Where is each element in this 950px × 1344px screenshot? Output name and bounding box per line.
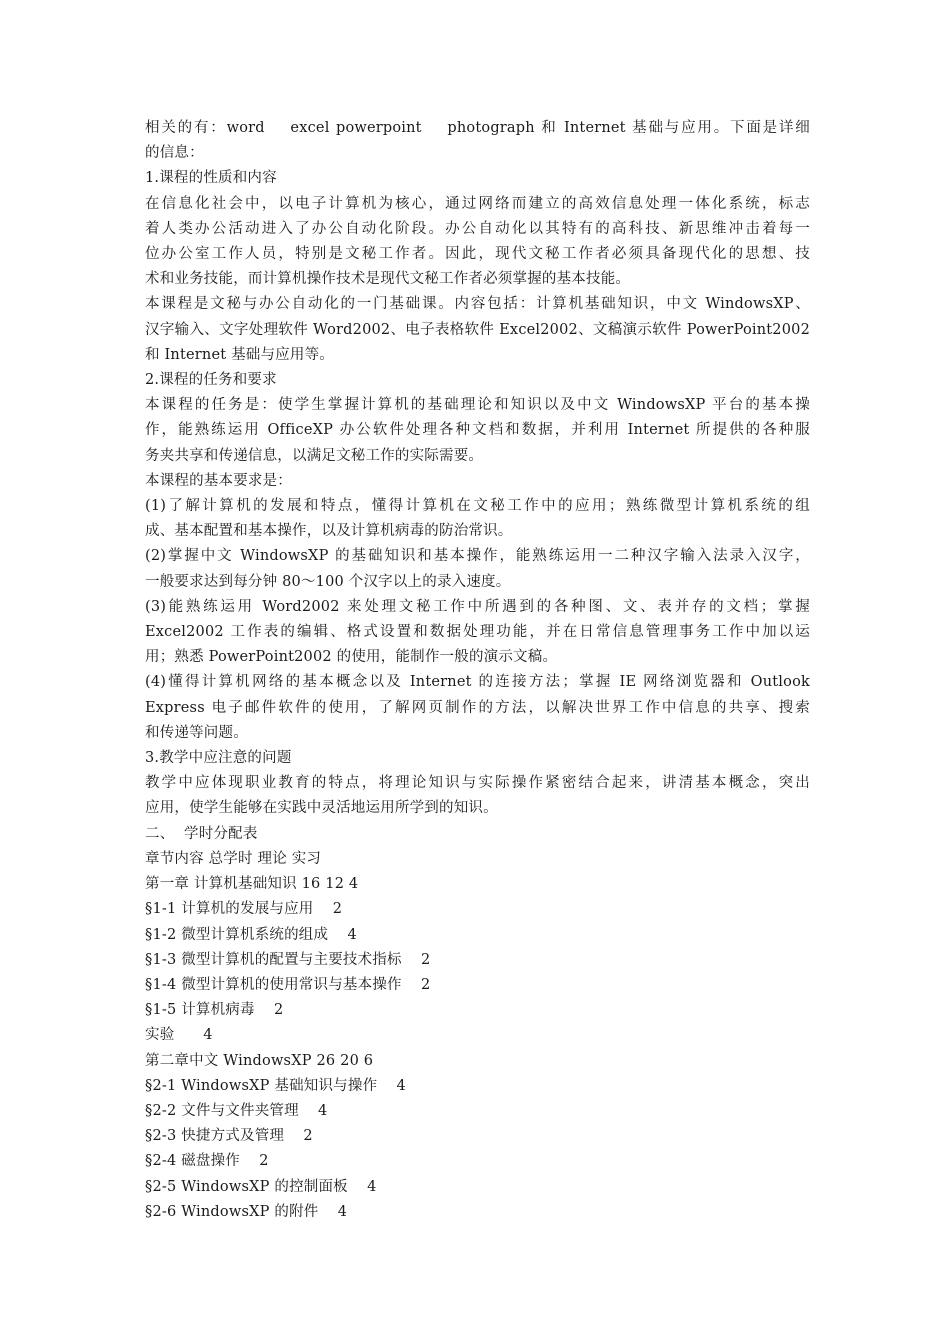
text-line: 成、基本配置和基本操作，以及计算机病毒的防治常识。 (145, 523, 513, 540)
text-line: §2-4 磁盘操作 2 (145, 1153, 269, 1170)
text-line: 的信息： (145, 145, 204, 162)
text-line: 术和业务技能，而计算机操作技术是现代文秘工作者必须掌握的基本技能。 (145, 271, 631, 288)
text-line: 一般要求达到每分钟 80～100 个汉字以上的录入速度。 (145, 573, 511, 590)
text-line: 在信息化社会中，以电子计算机为核心，通过网络而建立的高效信息处理一体化系统，标志 (145, 195, 810, 212)
text-line: 第一章 计算机基础知识 16 12 4 (145, 876, 359, 893)
text-line: 和传递等问题。 (145, 724, 248, 741)
text-line: 3.教学中应注意的问题 (145, 750, 292, 767)
text-line: Excel2002 工作表的编辑、格式设置和数据处理功能，并在日常信息管理事务工作中加以运 (145, 624, 810, 641)
text-line: 第二章中文 WindowsXP 26 20 6 (145, 1052, 374, 1069)
text-line: §1-3 微型计算机的配置与主要技术指标 2 (145, 951, 431, 968)
text-line: 本课程的基本要求是： (145, 472, 292, 489)
text-line: (2)掌握中文 WindowsXP 的基础知识和基本操作，能熟练运用一二种汉字输入法录入汉字， (145, 548, 810, 565)
text-line: 和 Internet 基础与应用等。 (145, 346, 334, 363)
text-line: 作，能熟练运用 OfficeXP 办公软件处理各种文档和数据，并利用 Internet 所提供的各种服 (145, 422, 810, 439)
text-line: 2.课程的任务和要求 (145, 372, 277, 389)
text-line: 汉字输入、文字处理软件 Word2002、电子表格软件 Excel2002、文稿演示软件 PowerPoint2002 (145, 321, 810, 338)
document-body (145, 116, 810, 1225)
text-line: 二、 学时分配表 (145, 825, 258, 842)
text-line: 务夹共享和传递信息，以满足文秘工作的实际需要。 (145, 447, 484, 464)
text-line: 实验 4 (145, 1027, 213, 1044)
text-line: 应用，使学生能够在实践中灵活地运用所学到的知识。 (145, 800, 498, 817)
text-line: 相关的有：word excel powerpoint photograph 和 Internet 基础与应用。下面是详细 (145, 120, 810, 136)
text-line: (1)了解计算机的发展和特点，懂得计算机在文秘工作中的应用；熟练微型计算机系统的组 (145, 498, 810, 515)
text-line: §2-2 文件与文件夹管理 4 (145, 1102, 328, 1119)
text-line: 章节内容 总学时 理论 实习 (145, 850, 322, 867)
text-line: 用；熟悉 PowerPoint2002 的使用，能制作一般的演示文稿。 (145, 649, 558, 666)
text-line: §2-3 快捷方式及管理 2 (145, 1128, 313, 1145)
text-line: §2-5 WindowsXP 的控制面板 4 (145, 1178, 377, 1195)
text-line: §1-1 计算机的发展与应用 2 (145, 901, 343, 918)
text-line: §2-6 WindowsXP 的附件 4 (145, 1203, 348, 1220)
text-line: 1.课程的性质和内容 (145, 170, 277, 187)
text-line: 位办公室工作人员，特别是文秘工作者。因此，现代文秘工作者必须具备现代化的思想、技 (145, 246, 810, 263)
text-line: §1-2 微型计算机系统的组成 4 (145, 926, 357, 943)
text-line: Express 电子邮件软件的使用，了解网页制作的方法，以解决世界工作中信息的共享、搜索 (145, 699, 810, 716)
text-line: 本课程是文秘与办公自动化的一门基础课。内容包括：计算机基础知识，中文 WindowsXP、 (145, 296, 810, 313)
text-line: 着人类办公活动进入了办公自动化阶段。办公自动化以其特有的高科技、新思维冲击着每一 (145, 220, 810, 237)
text-line: §1-4 微型计算机的使用常识与基本操作 2 (145, 976, 431, 993)
text-line: §2-1 WindowsXP 基础知识与操作 4 (145, 1077, 406, 1094)
text-line: 教学中应体现职业教育的特点，将理论知识与实际操作紧密结合起来，讲清基本概念，突出 (145, 775, 810, 792)
text-line: §1-5 计算机病毒 2 (145, 1002, 284, 1019)
text-line: (3)能熟练运用 Word2002 来处理文秘工作中所遇到的各种图、文、表并存的文档；掌握 (145, 598, 810, 615)
text-line: 本课程的任务是：使学生掌握计算机的基础理论和知识以及中文 WindowsXP 平台的基本操 (145, 397, 810, 414)
text-line: (4)懂得计算机网络的基本概念以及 Internet 的连接方法；掌握 IE 网络浏览器和 Outlook (145, 674, 810, 691)
